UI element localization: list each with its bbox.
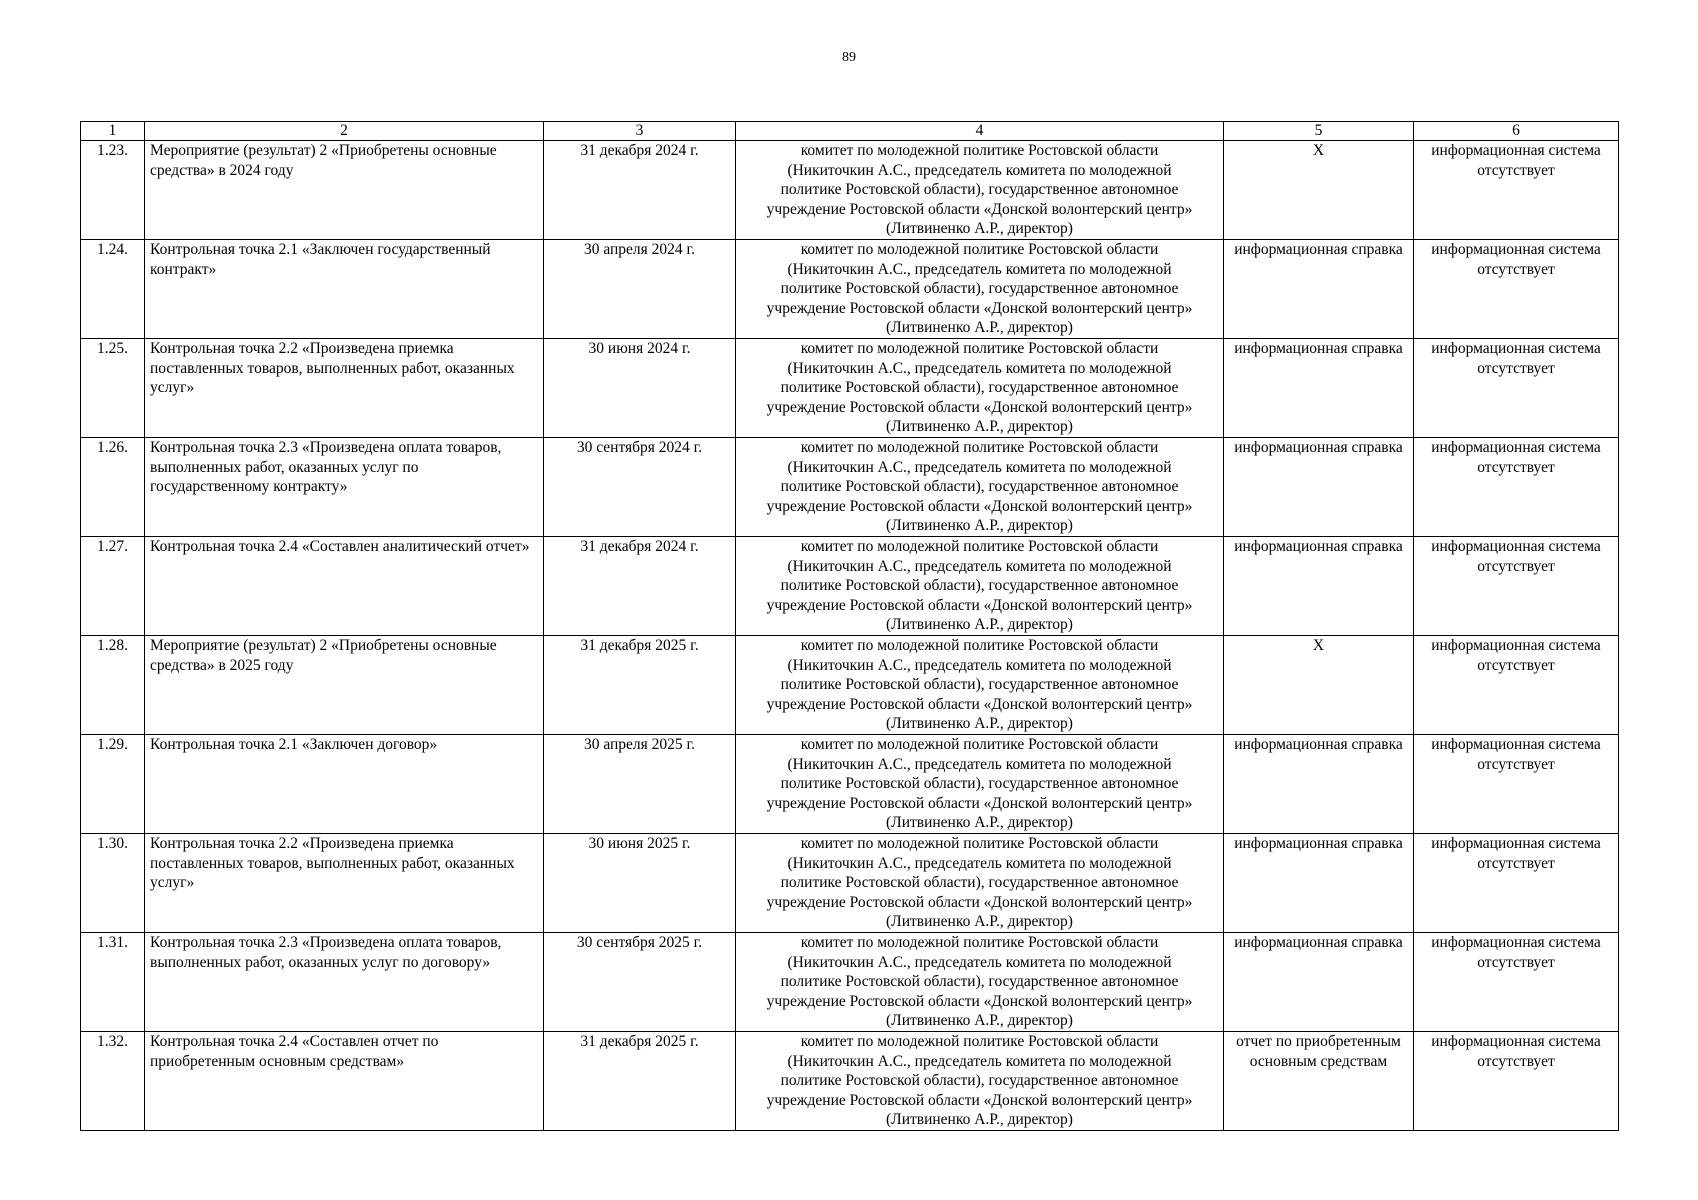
column-header: 4 (736, 122, 1224, 141)
deadline-date-cell: 30 апреля 2025 г. (544, 735, 736, 834)
information-system-cell: информационная система отсутствует (1414, 141, 1619, 240)
information-system-cell: информационная система отсутствует (1414, 240, 1619, 339)
confirming-document-cell: информационная справка (1224, 735, 1414, 834)
confirming-document-cell: информационная справка (1224, 240, 1414, 339)
information-system-cell: информационная система отсутствует (1414, 834, 1619, 933)
confirming-document-cell: информационная справка (1224, 933, 1414, 1032)
event-name-cell: Контрольная точка 2.2 «Произведена приемка поставленных товаров, выполненных работ, оказанных услуг» (145, 339, 544, 438)
table-row (81, 1032, 1619, 1131)
table-row (81, 240, 1619, 339)
event-name-cell: Контрольная точка 2.1 «Заключен договор» (145, 735, 544, 834)
deadline-date-cell: 30 сентября 2024 г. (544, 438, 736, 537)
confirming-document-cell: информационная справка (1224, 339, 1414, 438)
table-row (81, 636, 1619, 735)
column-header: 2 (145, 122, 544, 141)
responsible-cell: комитет по молодежной политике Ростовской области (Никиточкин А.С., председатель комитета по молодежной политике Ростовской области), государственное автономное учреждение Ростовской области «Донской волонтерский центр» (Литвиненко А.Р., директор) (736, 438, 1224, 537)
information-system-cell: информационная система отсутствует (1414, 537, 1619, 636)
deadline-date-cell: 31 декабря 2024 г. (544, 537, 736, 636)
table-row (81, 537, 1619, 636)
confirming-document-cell: информационная справка (1224, 834, 1414, 933)
table-row (81, 735, 1619, 834)
responsible-cell: комитет по молодежной политике Ростовской области (Никиточкин А.С., председатель комитета по молодежной политике Ростовской области), государственное автономное учреждение Ростовской области «Донской волонтерский центр» (Литвиненко А.Р., директор) (736, 933, 1224, 1032)
responsible-cell: комитет по молодежной политике Ростовской области (Никиточкин А.С., председатель комитета по молодежной политике Ростовской области), государственное автономное учреждение Ростовской области «Донской волонтерский центр» (Литвиненко А.Р., директор) (736, 735, 1224, 834)
table-row (81, 141, 1619, 240)
information-system-cell: информационная система отсутствует (1414, 735, 1619, 834)
deadline-date-cell: 30 апреля 2024 г. (544, 240, 736, 339)
deadline-date-cell: 31 декабря 2025 г. (544, 1032, 736, 1131)
event-name-cell: Контрольная точка 2.2 «Произведена приемка поставленных товаров, выполненных работ, оказанных услуг» (145, 834, 544, 933)
confirming-document-cell: информационная справка (1224, 438, 1414, 537)
information-system-cell: информационная система отсутствует (1414, 438, 1619, 537)
responsible-cell: комитет по молодежной политике Ростовской области (Никиточкин А.С., председатель комитета по молодежной политике Ростовской области), государственное автономное учреждение Ростовской области «Донской волонтерский центр» (Литвиненко А.Р., директор) (736, 834, 1224, 933)
row-number-cell: 1.31. (81, 933, 145, 1032)
row-number-cell: 1.25. (81, 339, 145, 438)
responsible-cell: комитет по молодежной политике Ростовской области (Никиточкин А.С., председатель комитета по молодежной политике Ростовской области), государственное автономное учреждение Ростовской области «Донской волонтерский центр» (Литвиненко А.Р., директор) (736, 636, 1224, 735)
responsible-cell: комитет по молодежной политике Ростовской области (Никиточкин А.С., председатель комитета по молодежной политике Ростовской области), государственное автономное учреждение Ростовской области «Донской волонтерский центр» (Литвиненко А.Р., директор) (736, 1032, 1224, 1131)
event-name-cell: Контрольная точка 2.1 «Заключен государственный контракт» (145, 240, 544, 339)
responsible-cell: комитет по молодежной политике Ростовской области (Никиточкин А.С., председатель комитета по молодежной политике Ростовской области), государственное автономное учреждение Ростовской области «Донской волонтерский центр» (Литвиненко А.Р., директор) (736, 339, 1224, 438)
event-name-cell: Мероприятие (результат) 2 «Приобретены основные средства» в 2025 году (145, 636, 544, 735)
table-row (81, 933, 1619, 1032)
row-number-cell: 1.27. (81, 537, 145, 636)
column-header: 6 (1414, 122, 1619, 141)
control-points-table (80, 121, 1619, 1131)
table-row (81, 438, 1619, 537)
confirming-document-cell: X (1224, 636, 1414, 735)
event-name-cell: Мероприятие (результат) 2 «Приобретены основные средства» в 2024 году (145, 141, 544, 240)
column-header: 5 (1224, 122, 1414, 141)
information-system-cell: информационная система отсутствует (1414, 1032, 1619, 1131)
deadline-date-cell: 31 декабря 2024 г. (544, 141, 736, 240)
deadline-date-cell: 30 июня 2025 г. (544, 834, 736, 933)
confirming-document-cell: информационная справка (1224, 537, 1414, 636)
page-number: 89 (842, 50, 856, 65)
row-number-cell: 1.24. (81, 240, 145, 339)
row-number-cell: 1.29. (81, 735, 145, 834)
row-number-cell: 1.32. (81, 1032, 145, 1131)
event-name-cell: Контрольная точка 2.4 «Составлен отчет по приобретенным основным средствам» (145, 1032, 544, 1131)
column-header: 1 (81, 122, 145, 141)
confirming-document-cell: X (1224, 141, 1414, 240)
row-number-cell: 1.26. (81, 438, 145, 537)
information-system-cell: информационная система отсутствует (1414, 933, 1619, 1032)
table-body (81, 141, 1619, 1131)
row-number-cell: 1.30. (81, 834, 145, 933)
table-header-row (81, 122, 1619, 141)
table-row (81, 834, 1619, 933)
responsible-cell: комитет по молодежной политике Ростовской области (Никиточкин А.С., председатель комитета по молодежной политике Ростовской области), государственное автономное учреждение Ростовской области «Донской волонтерский центр» (Литвиненко А.Р., директор) (736, 537, 1224, 636)
information-system-cell: информационная система отсутствует (1414, 339, 1619, 438)
responsible-cell: комитет по молодежной политике Ростовской области (Никиточкин А.С., председатель комитета по молодежной политике Ростовской области), государственное автономное учреждение Ростовской области «Донской волонтерский центр» (Литвиненко А.Р., директор) (736, 141, 1224, 240)
responsible-cell: комитет по молодежной политике Ростовской области (Никиточкин А.С., председатель комитета по молодежной политике Ростовской области), государственное автономное учреждение Ростовской области «Донской волонтерский центр» (Литвиненко А.Р., директор) (736, 240, 1224, 339)
row-number-cell: 1.23. (81, 141, 145, 240)
table-row (81, 339, 1619, 438)
information-system-cell: информационная система отсутствует (1414, 636, 1619, 735)
event-name-cell: Контрольная точка 2.4 «Составлен аналитический отчет» (145, 537, 544, 636)
deadline-date-cell: 30 сентября 2025 г. (544, 933, 736, 1032)
deadline-date-cell: 30 июня 2024 г. (544, 339, 736, 438)
row-number-cell: 1.28. (81, 636, 145, 735)
deadline-date-cell: 31 декабря 2025 г. (544, 636, 736, 735)
confirming-document-cell: отчет по приобретенным основным средствам (1224, 1032, 1414, 1131)
column-header: 3 (544, 122, 736, 141)
event-name-cell: Контрольная точка 2.3 «Произведена оплата товаров, выполненных работ, оказанных услуг по договору» (145, 933, 544, 1032)
event-name-cell: Контрольная точка 2.3 «Произведена оплата товаров, выполненных работ, оказанных услуг по государственному контракту» (145, 438, 544, 537)
